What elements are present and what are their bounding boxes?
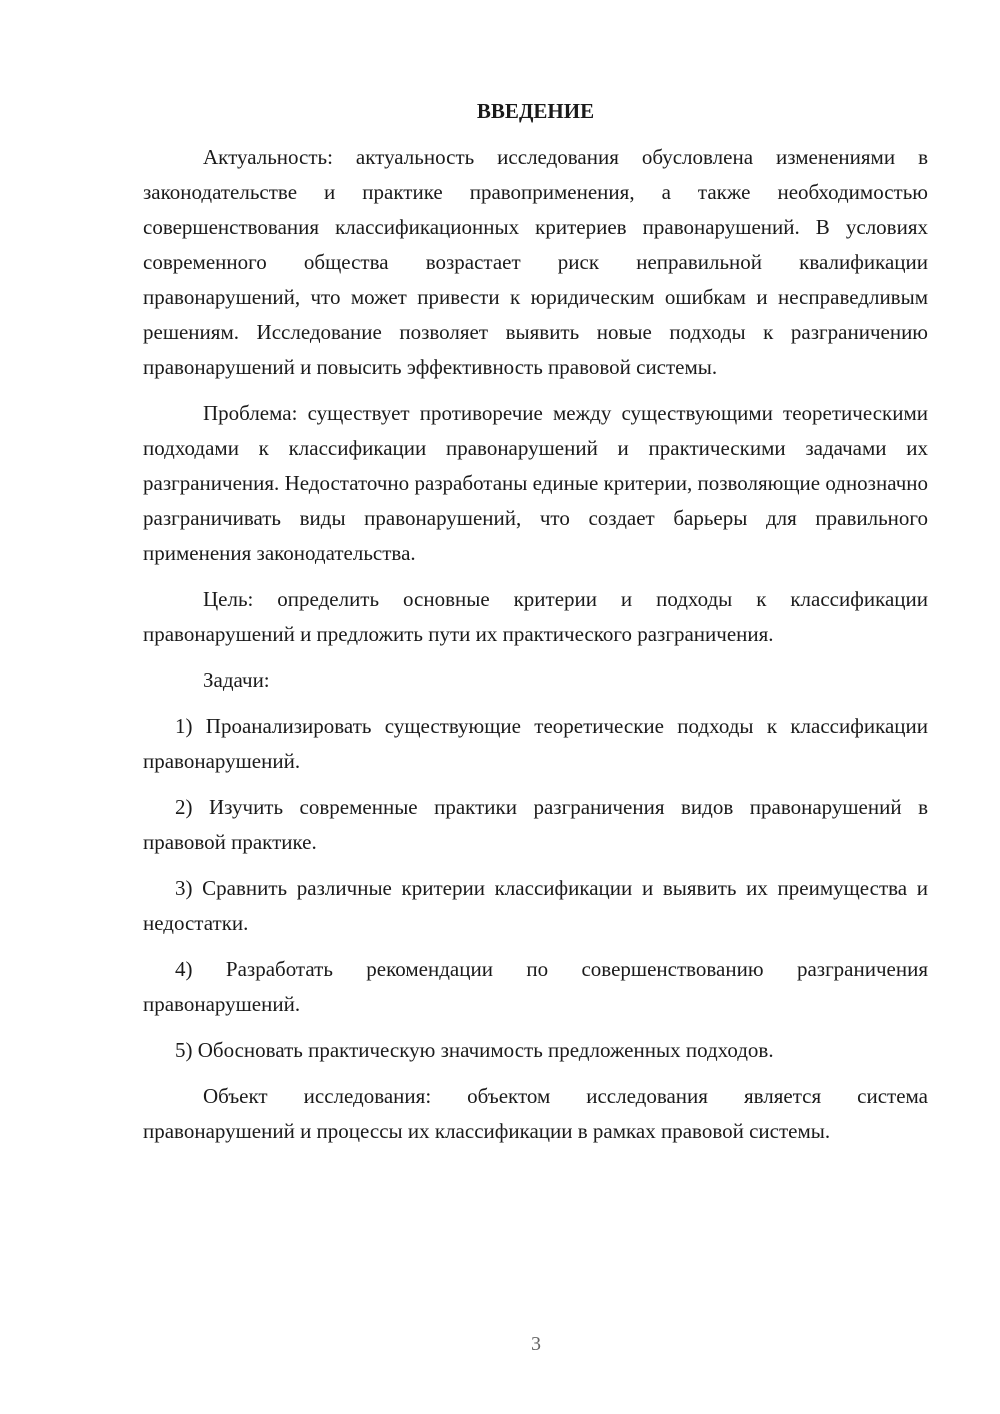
tasks-heading: Задачи: — [203, 668, 270, 692]
task-item: 3) Сравнить различные критерии классификации и выявить их преимущества и недостатки. — [143, 876, 928, 935]
section-title: ВВЕДЕНИЕ — [476, 99, 595, 123]
task-item: 2) Изучить современные практики разграничения видов правонарушений в правовой практике. — [143, 795, 928, 854]
paragraph-relevance: Актуальность: актуальность исследования обусловлена изменениями в законодательстве и практике правоприменения, а также необходимостью совершенствования классификационных критериев правонарушений. В условиях современного общества возрастает риск неправильной квалификации правонарушений, что может привести к юридическим ошибкам и несправедливым решениям. Исследование позволяет выявить новые подходы к разграничению правонарушений и повысить эффективность правовой системы. — [143, 145, 928, 379]
task-item: 5) Обосновать практическую значимость предложенных подходов. — [175, 1038, 774, 1062]
paragraph-problem: Проблема: существует противоречие между существующими теоретическими подходами к классификации правонарушений и практическими задачами их разграничения. Недостаточно разработаны единые критерии, позволяющие однозначно разграничивать виды правонарушений, что создает барьеры для правильного применения законодательства. — [143, 401, 928, 565]
paragraph-object: Объект исследования: объектом исследования является система правонарушений и процессы их классификации в рамках правовой системы. — [143, 1084, 928, 1143]
page-number: 3 — [531, 1333, 541, 1355]
task-item: 1) Проанализировать существующие теоретические подходы к классификации правонарушений. — [143, 714, 928, 773]
task-item: 4) Разработать рекомендации по совершенствованию разграничения правонарушений. — [143, 957, 928, 1016]
page-content — [143, 96, 928, 1149]
paragraph-goal: Цель: определить основные критерии и подходы к классификации правонарушений и предложить пути их практического разграничения. — [143, 587, 928, 646]
